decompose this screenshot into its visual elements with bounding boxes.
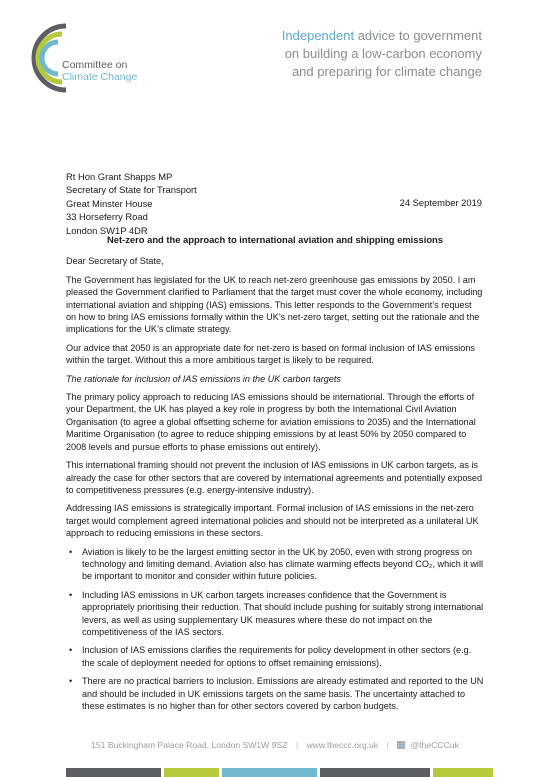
tagline-accent: Independent — [281, 28, 355, 43]
logo-line-2: Climate Change — [62, 71, 138, 83]
twitter-icon — [397, 741, 405, 749]
footer-twitter[interactable]: @theCCCuk — [410, 740, 459, 750]
paragraph: This international framing should not prevent the inclusion of IAS emissions in UK carbon targets, as is already the case for other sectors that are covered by international agreements and potentially exposed to competitiveness pressures (e.g. energy-intensive industry). — [66, 460, 483, 495]
bullet-list — [66, 546, 484, 713]
footer-bar-segment — [433, 768, 493, 777]
footer-color-bar — [66, 768, 493, 777]
footer-bar-segment — [320, 768, 430, 777]
page-footer — [0, 740, 550, 750]
salutation: Dear Secretary of State, — [66, 256, 164, 267]
letter-date: 24 September 2019 — [399, 197, 482, 208]
footer-bar-segment — [164, 768, 219, 777]
bullet-item: • There are no practical barriers to inclusion. Emissions are already estimated and reported to the UN and should be included in UK emissions targets on the same basis. The uncertainty attached to these estimates is no higher than for other sectors covered by carbon budgets. — [78, 675, 484, 712]
address-line: 33 Horseferry Road — [66, 211, 148, 223]
paragraph: Addressing IAS emissions is strategically important. Formal inclusion of IAS emissions in the net-zero target would complement agreed international policies and should not be interpreted as a unilateral UK approach to reducing emissions in these sectors. — [66, 503, 479, 539]
ccc-logo-mark — [22, 18, 82, 98]
ccc-logo — [22, 18, 172, 98]
bullet-item: • Including IAS emissions in UK carbon targets increases confidence that the Government is appropriately prioritising their reduction. That should include pushing for suitably strong international levers, as well as using supplementary UK measures where these do not impact on the competitiveness of the IAS sectors. — [78, 589, 484, 639]
address-line: Great Minster House — [66, 197, 153, 209]
bullet-item: • Aviation is likely to be the largest emitting sector in the UK by 2050, even with strong progress on technology and limiting demand. Aviation also has climate warming effects beyond CO₂, which it will be important to monitor and consider within future policies. — [78, 546, 484, 583]
footer-separator: | — [295, 740, 299, 750]
footer-bar-segment — [222, 768, 317, 777]
address-line: Secretary of State for Transport — [66, 184, 197, 196]
paragraph: The primary policy approach to reducing IAS emissions should be international. Through the efforts of your Department, the UK has played a key role in progress by both the International Civil Aviation Organisation (to agree a global offsetting scheme for aviation emissions to 2035) and the International Maritime Organisation (to agree to reduce shipping emissions by at least 50% by 2050 compared to 2008 levels and pursue efforts to phase emissions out entirely). — [66, 392, 476, 452]
tagline-line-3: and preparing for climate change — [291, 64, 482, 79]
logo-wordmark — [62, 59, 137, 83]
footer-separator: | — [386, 740, 389, 750]
paragraph: Our advice that 2050 is an appropriate date for net-zero is based on formal inclusion of IAS emissions within the target. Without this a more ambitious target is likely to be required. — [66, 342, 475, 366]
address-line: London SW1P 4DR — [66, 224, 148, 236]
footer-website[interactable]: www.theccc.org.uk — [306, 740, 379, 750]
address-line: Rt Hon Grant Shapps MP — [66, 171, 173, 182]
letter-body — [66, 234, 484, 718]
footer-address: 151 Buckingham Palace Road, London SW1W 9SZ — [91, 740, 288, 750]
paragraph: The Government has legislated for the UK to reach net-zero greenhouse gas emissions by 2050. I am pleased the Government clarified to Parliament that the target must cover the whole economy, including international aviation and shipping (IAS) emissions. This letter responds to the Government’s request on how to bring IAS emissions formally within the UK’s net-zero target, setting out the rationale and the implications for the UK’s climate strategy. — [66, 274, 483, 335]
section-subheading: The rationale for inclusion of IAS emissions in the UK carbon targets — [66, 373, 341, 384]
logo-line-1: Committee on — [62, 59, 128, 71]
tagline-line-1: advice to government — [354, 28, 482, 43]
letter-title: Net-zero and the approach to international aviation and shipping emissions — [107, 234, 443, 245]
header-tagline — [282, 27, 482, 81]
footer-bar-segment — [66, 768, 161, 777]
tagline-line-2: on building a low-carbon economy — [284, 46, 482, 61]
bullet-item: • Inclusion of IAS emissions clarifies the requirements for policy development in other sectors (e.g. the scale of deployment needed for options to offset remaining emissions). — [78, 644, 484, 669]
